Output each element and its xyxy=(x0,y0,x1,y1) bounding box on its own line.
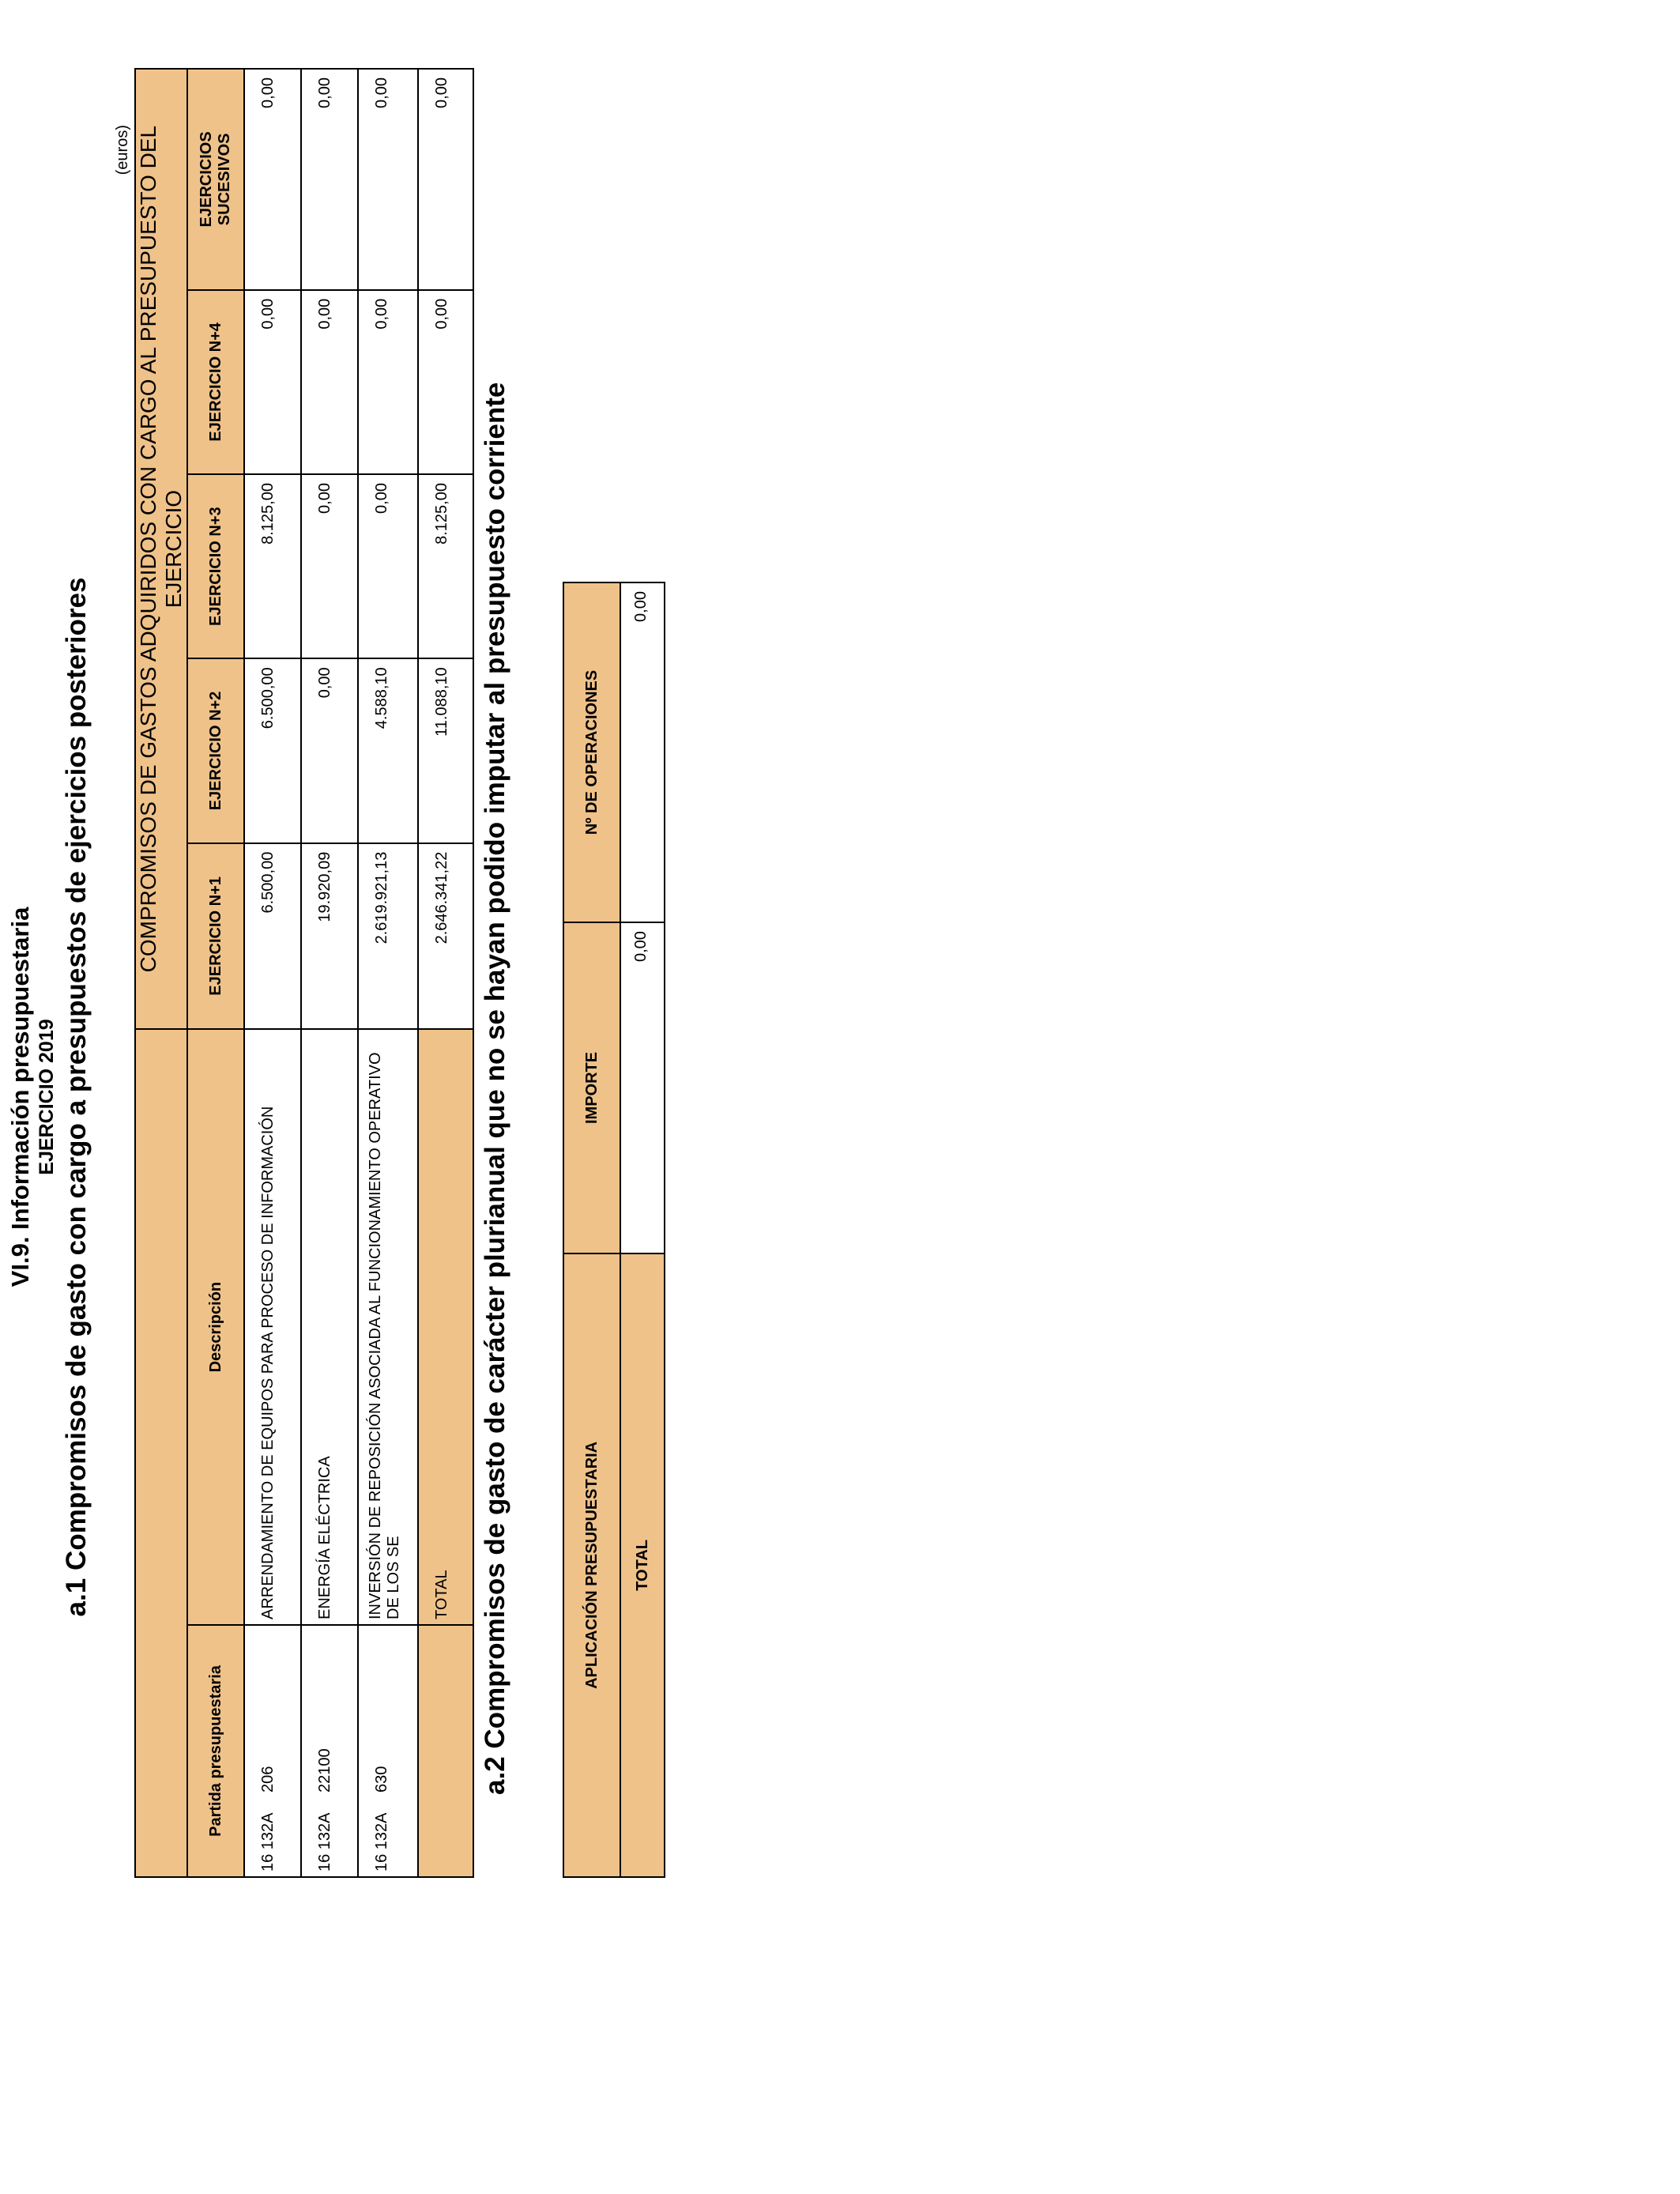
plurianual-table xyxy=(563,582,665,1878)
org-code: 16 132A xyxy=(316,1812,333,1872)
concept-code: 206 xyxy=(259,1766,277,1793)
total-sucesivos: 0,00 xyxy=(418,69,473,290)
n1-cell: 6.500,00 xyxy=(244,843,301,1030)
col-n1: EJERCICIO N+1 xyxy=(187,843,244,1030)
col-aplicacion: APLICACIÓN PRESUPUESTARIA xyxy=(563,1253,620,1877)
page-year: EJERCICIO 2019 xyxy=(36,1019,58,1175)
partida-cell xyxy=(358,1625,418,1877)
n3-cell: 0,00 xyxy=(358,474,418,658)
col-sucesivos: EJERCICIOS SUCESIVOS xyxy=(187,69,244,290)
org-code: 16 132A xyxy=(373,1812,390,1872)
table-row xyxy=(244,69,301,1877)
concept-code: 630 xyxy=(373,1766,390,1793)
col-operaciones: Nº DE OPERACIONES xyxy=(563,582,620,922)
total-label: TOTAL xyxy=(418,1029,473,1625)
sucesivos-cell: 0,00 xyxy=(244,69,301,290)
concept-code: 22100 xyxy=(316,1748,333,1793)
group-header: COMPROMISOS DE GASTOS ADQUIRIDOS CON CARGO AL PRESUPUESTO DEL EJERCICIO xyxy=(135,69,187,1029)
total-row xyxy=(620,582,665,1877)
total-label: TOTAL xyxy=(620,1253,665,1877)
col-n4: EJERCICIO N+4 xyxy=(187,290,244,474)
total-operaciones: 0,00 xyxy=(620,582,665,922)
n4-cell: 0,00 xyxy=(301,290,358,474)
n4-cell: 0,00 xyxy=(358,290,418,474)
n2-cell: 6.500,00 xyxy=(244,658,301,843)
org-code: 16 132A xyxy=(259,1812,277,1872)
n1-cell: 19.920,09 xyxy=(301,843,358,1030)
sucesivos-cell: 0,00 xyxy=(301,69,358,290)
section-a1-title: a.1 Compromisos de gasto con cargo a presupuestos de ejercicios posteriores xyxy=(61,577,92,1617)
n1-cell: 2.619.921,13 xyxy=(358,843,418,1030)
total-n4: 0,00 xyxy=(418,290,473,474)
table-row xyxy=(358,69,418,1877)
col-n3: EJERCICIO N+3 xyxy=(187,474,244,658)
total-n3: 8.125,00 xyxy=(418,474,473,658)
total-importe: 0,00 xyxy=(620,922,665,1253)
description-cell: INVERSIÓN DE REPOSICIÓN ASOCIADA AL FUNCIONAMIENTO OPERATIVO DE LOS SE xyxy=(358,1029,418,1625)
n3-cell: 8.125,00 xyxy=(244,474,301,658)
total-row xyxy=(418,69,473,1877)
sucesivos-cell: 0,00 xyxy=(358,69,418,290)
col-importe: IMPORTE xyxy=(563,922,620,1253)
col-partida: Partida presupuestaria xyxy=(187,1625,244,1877)
total-n2: 11.088,10 xyxy=(418,658,473,843)
col-n2: EJERCICIO N+2 xyxy=(187,658,244,843)
description-cell: ARRENDAMIENTO DE EQUIPOS PARA PROCESO DE INFORMACIÓN xyxy=(244,1029,301,1625)
section-a2-title: a.2 Compromisos de gasto de carácter plurianual que no se hayan podido imputar al presupuesto corriente xyxy=(480,382,510,1795)
n2-cell: 4.588,10 xyxy=(358,658,418,843)
total-n1: 2.646.341,22 xyxy=(418,843,473,1030)
col-descripcion: Descripción xyxy=(187,1029,244,1625)
partida-cell xyxy=(244,1625,301,1877)
header-blank xyxy=(135,1029,187,1877)
n4-cell: 0,00 xyxy=(244,290,301,474)
page-title: VI.9. Información presupuestaria xyxy=(6,907,34,1287)
unit-label: (euros) xyxy=(114,125,131,175)
n2-cell: 0,00 xyxy=(301,658,358,843)
commitments-table xyxy=(134,68,474,1878)
description-cell: ENERGÍA ELÉCTRICA xyxy=(301,1029,358,1625)
table-row xyxy=(301,69,358,1877)
total-blank xyxy=(418,1625,473,1877)
n3-cell: 0,00 xyxy=(301,474,358,658)
partida-cell xyxy=(301,1625,358,1877)
